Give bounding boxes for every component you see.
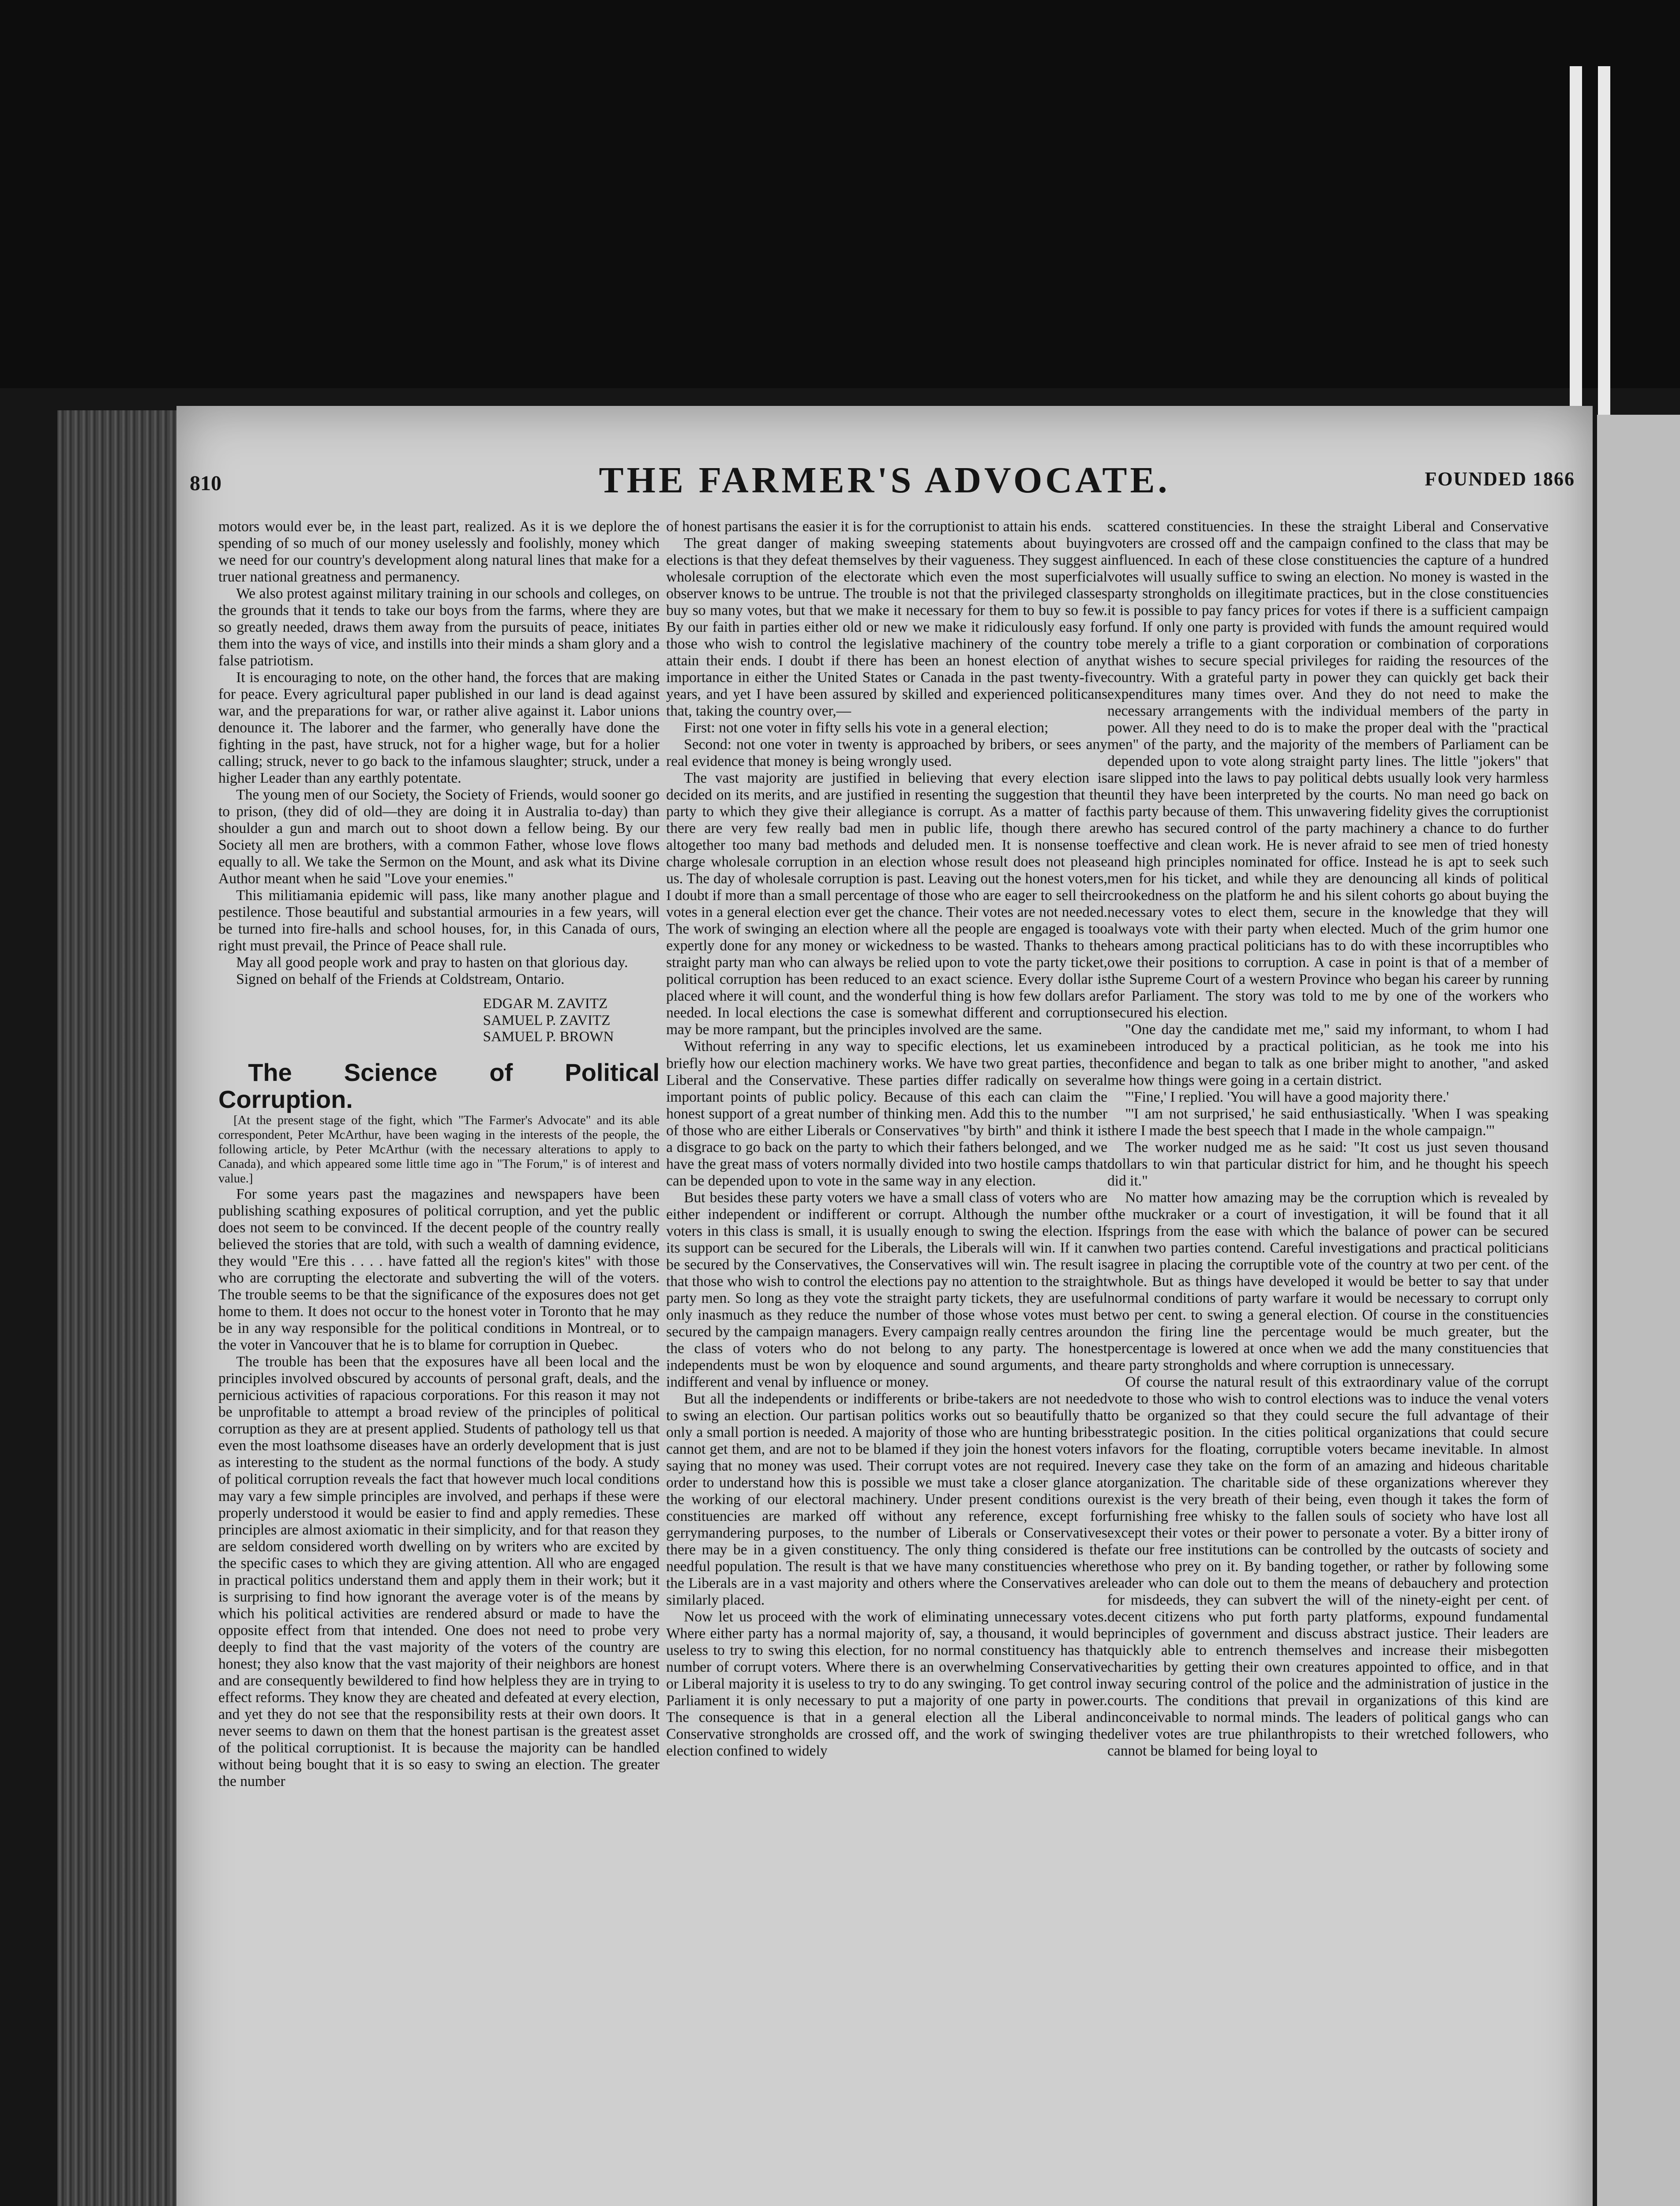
paragraph: It is encouraging to note, on the other hand, the forces that are making for peace. Every agricultural paper published in our land is dead against war, and the preparations for war, or rather alive against it. Labor unions denounce it. The laborer and the farmer, who generally have done the fighting in the past, have struck, not for a higher wage, but for a holier calling; struck, never to go back to the infamous slaughter; struck, under a higher Leader than any earthly potentate. [218,669,660,787]
paragraph: motors would ever be, in the least part, realized. As it is we deplore the spending of so much of our money uselessly and foolishly, money which we need for our country's development along natural lines that make for a truer national greatness and permanency. [218,518,660,585]
paragraph: But besides these party voters we have a small class of voters who are either independent or indifferent or corrupt. Although the number of voters in this class is small, it is usually enough to swing the election. If its support can be secured for the Liberals, the Liberals will win. If it can be secured by the Conservatives, the Conservatives will win. The result is that those who wish to control the elections pay no attention to the straight party men. So long as they vote the straight party tickets, they are useful only inasmuch as they reduce the number of those whose votes must be secured by the campaign managers. Every campaign really centres around the class of voters who do not belong to any party. The honest independents must be won by eloquence and sound arguments, and the indifferent and venal by influence or money. [666,1189,1107,1390]
paragraph: Now let us proceed with the work of eliminating unnecessary votes. Where either party has a normal majority of, say, a thousand, it would be useless to try to swing this election, for no normal constituency has that number of corrupt voters. Where there is an overwhelming Conservative or Liberal majority it is useless to try to do any swinging. To get control in Parliament it is only necessary to put a majority of one party in power. The consequence is that in a general election all the Liberal and Conservative strongholds are crossed off, and the work of swinging the election confined to widely [666,1609,1107,1760]
masthead: THE FARMER'S ADVOCATE. [599,460,1170,501]
paragraph: The worker nudged me as he said: "It cost us just seven thousand dollars to win that particular district for him, and he thought his speech did it." [1107,1139,1549,1189]
editor-note: [At the present stage of the fight, which "The Farmer's Advocate" and its able correspondent, Peter McArthur, have been waging in the interests of the people, the following article, by Peter McArthur (with the necessary alterations to apply to Canada), and which appeared some little time ago in "The Forum," is of interest and value.] [218,1113,660,1186]
adjacent-page-edge [1597,415,1680,2206]
paragraph: Signed on behalf of the Friends at Coldstream, Ontario. [236,971,565,988]
column-2 [666,518,1107,2206]
paragraph: "One day the candidate met me," said my informant, to whom I had been introduced by a practical politician, as he took me into his confidence and began to talk as one briber might to another, "and asked me how things were going in a certain district. [1107,1021,1549,1088]
paragraph: Without referring in any way to specific elections, let us examine briefly how our election machinery works. We have two great parties, the Liberal and the Conservative. These parties differ radically on several important points of public policy. Because of this each can claim the honest support of a great number of thinking men. Add this to the number of those who are either Liberals or Conservatives "by birth" and think it is a disgrace to go back on the party to which their fathers belonged, and we have the great mass of voters normally divided into two hostile camps that can be depended upon to vote in the same way in any election. [666,1038,1107,1189]
signature-name: SAMUEL P. BROWN [483,1029,614,1045]
paragraph: But all the independents or indifferents or bribe-takers are not needed to swing an election. Our partisan politics works out so beautifully that only a small portion is needed. A majority of those who are hunting bribes cannot get them, and are not to be blamed if they join the honest voters in saying that no money was used. Their corrupt votes are not required. In order to understand how this is possible we must take a closer glance at the working of our electoral machinery. Under present conditions our constituencies are marked off without any reference, except for gerrymandering purposes, to the number of Liberals or Conservatives there may be in a given constituency. The only thing considered is the needful population. The result is that we have many constituencies where the Liberals are in a vast majority and others where the Conservatives are similarly placed. [666,1390,1107,1608]
paragraph: We also protest against military training in our schools and colleges, on the grounds that it tends to take our boys from the farms, where they are so greatly needed, draws them away from the pursuits of peace, initiates them into the ways of vice, and instills into their minds a sham glory and a false patriotism. [218,585,660,669]
article-title: The Science of Political Corruption. [218,1058,660,1114]
paragraph: This militiamania epidemic will pass, like many another plague and pestilence. Those beautiful and substantial armouries in a few years, will be turned into fire-halls and school houses, for, in this Canada of ours, right must prevail, the Prince of Peace shall rule. [218,887,660,954]
paragraph: of honest partisans the easier it is for the corruptionist to attain his ends. [666,518,1091,535]
paragraph: The trouble has been that the exposures have all been local and the principles involved obscured by accounts of personal graft, deals, and the pernicious activities of rapacious corporations. For this reason it may not be unprofitable to attempt a broad review of the principles of political corruption as they are at present applied. Students of pathology tell us that even the most loathsome diseases have an orderly development that is just as interesting to the student as the normal functions of the body. A study of political corruption reveals the fact that however much local conditions may vary a few simple principles are involved, and perhaps if these were properly understood it would be easier to find and apply remedies. These principles are almost axiomatic in their simplicity, and for that reason they are seldom considered worth dwelling on by writers who are excited by the specific cases to which they are giving attention. All who are engaged in practical politics understand them and apply them in their work; but it is surprising to find how ignorant the average voter is of the means by which his political activities are rendered absurd or made to have the opposite effect from that intended. One does not need to probe very deeply to find that the vast majority of the voters of the country are honest; they also know that the vast majority of their neighbors are honest and are consequently bewildered to find how helpless they are in trying to effect reforms. They know they are cheated and defeated at every election, and yet they do not see that the responsibility rests at their own doors. It never seems to dawn on them that the honest partisan is the greatest asset of the political corruptionist. It is because the majority can be handled without being bought that it is so easy to swing an election. The greater the number [218,1354,660,1790]
page-number: 810 [190,472,221,495]
paragraph: No matter how amazing may be the corruption which is revealed by the muckraker or a court of investigation, it will be found that it all springs from the ease with which the balance of power can be secured when two parties contend. Careful investigations and practical politicians agree in placing the corruptible vote of the country at two per cent. of the whole. But as things have developed it would be better to say that under normal conditions of party warfare it would be necessary to corrupt only two per cent. to swing a general election. Of course in the constituencies on the firing line the percentage would be much greater, but the percentage is lowered at once when we add the many constituencies that are party strongholds and where corruption is unnecessary. [1107,1189,1549,1373]
paragraph: The vast majority are justified in believing that every election is decided on its merits, and are justified in resenting the suggestion that the party to which they give their allegiance is corrupt. As a matter of fact there are very few really bad men in public life, though there are altogether too many bad methods and deluded men. It is nonsense to charge wholesale corruption in an election whose result does not please us. The day of wholesale corruption is past. Leaving out the honest voters, I doubt if more than a small percentage of those who are eager to sell their votes in a general election ever get the chance. Their votes are not needed. The work of swinging an election where all the people are engaged is too expertly done for any money or wickedness to be wasted. Thanks to the straight party man who can always be relied upon to vote the party ticket, political corruption has been reduced to an exact science. Every dollar is placed where it will count, and the wonderful thing is how few dollars are needed. In local elections the case is somewhat different and corruption may be more rampant, but the principles involved are the same. [666,770,1107,1038]
paragraph: "'Fine,' I replied. 'You will have a good majority there.' [1125,1088,1449,1105]
paragraph: The young men of our Society, the Society of Friends, would sooner go to prison, (they did of old—they are doing it in Australia to-day) than shoulder a gun and march out to shoot down a fellow being. By our Society all men are brothers, with a common Father, whose love flows equally to all. We take the Sermon on the Mount, and ask what its Divine Author meant when he said "Love your enemies." [218,787,660,887]
signature-name: SAMUEL P. ZAVITZ [483,1012,611,1028]
book-page-edges [57,410,185,2206]
column-1 [218,518,660,2206]
paragraph: May all good people work and pray to hasten on that glorious day. [236,954,628,971]
paragraph: First: not one voter in fifty sells his vote in a general election; [684,720,1049,736]
paragraph: For some years past the magazines and newspapers have been publishing scathing exposures of political corruption, and yet the public does not seem to be convinced. If the decent people of the country really believed the stories that are told, with such a wealth of damning evidence, they would "Ere this . . . . have fatted all the region's kites" with those who are corrupting the electorate and subverting the will of the voters. The trouble seems to be that the significance of the exposures does not get home to them. It does not occur to the honest voter in Toronto that he may be in any way responsible for the political conditions in Montreal, or to the voter in Vancouver that he is to blame for corruption in Quebec. [218,1186,660,1354]
paragraph: Second: not one voter in twenty is approached by bribers, or sees any real evidence that money is being wrongly used. [666,736,1107,770]
paragraph: The great danger of making sweeping statements about buying elections is that they defeat themselves by their vagueness. They suggest a wholesale corruption of the electorate which even the most superficial observer knows to be untrue. The trouble is not that the privileged classes buy so many votes, but that we make it necessary for them to buy so few. By our faith in parties either old or new we make it ridiculously easy for those who wish to control the legislative machinery of the country to attain their ends. I doubt if there has been an honest election of any importance in either the United States or Canada in the past twenty-five years, and yet I have been assured by skilled and experienced politicans that, taking the country over,— [666,535,1107,720]
paragraph: "'I am not surprised,' he said enthusiastically. 'When I was speaking there I made the best speech that I made in the whole campaign.'" [1107,1105,1549,1139]
page-header [176,406,1593,501]
paragraph: scattered constituencies. In these the straight Liberal and Conservative voters are crossed off and the campaign confined to the class that may be influenced. In each of these close constituencies the capture of a hundred votes will usually suffice to swing an election. No money is wasted in the party strongholds on illegitimate practices, but in the close constituencies it is possible to pay fancy prices for votes if there is a sufficient campaign fund. If only one party is provided with funds the amount required would be merely a trifle to a giant corporation or combination of corporations that wishes to secure special privileges for raiding the resources of the country. With a grateful party in power they can quickly get back their expenditures many times over. And they do not need to make the necessary arrangements with the individual members of the party in power. All they need to do is to make the proper deal with the "practical men" of the party, and the majority of the members of Parliament can be depended upon to vote along straight party lines. The little "jokers" that are slipped into the laws to pay political debts usually look very harmless until they have been interpreted by the courts. No man need go back on his party because of them. This unwavering fidelity gives the corruptionist who has secured control of the party machinery a chance to do further effective and clean work. He is never afraid to see men of tried honesty and high principles nominated for office. Instead he is apt to seek such men for his ticket, and while they are denouncing all kinds of political crookedness on the platform he and his silent cohorts go about buying the necessary votes to elect them, secure in the knowledge that they will always vote with their party when elected. Much of the grim humor one hears among practical politicians has to do with these incorruptibles who owe their positions to corruption. A case in point is that of a member of the Supreme Court of a western Province who began his career by running for Parliament. The story was told to me by one of the workers who secured his election. [1107,518,1549,1021]
signatures [218,996,660,1045]
film-border-top [0,0,1680,388]
column-3 [1107,518,1549,2206]
paragraph: Of course the natural result of this extraordinary value of the corrupt vote to those who wish to control elections was to induce the venal voters to be organized so that they could secure the full advantage of their strategic position. In the cities political organizations that could secure favors for the floating, corruptible voters became inevitable. In almost every case they take on the form of an amazing and hideous charitable organization. The charitable side of these organizations wherever they exist is the very breath of their being, even though it takes the form of furnishing free whisky to the fallen souls of society who have lost all except their votes or their power to personate a voter. By a bitter irony of fate our free institutions can be controlled by the outcasts of society and those who prey on it. By banding together, or rather by following some leader who can dole out to them the means of debauchery and protection for misdeeds, they can subvert the will of the ninety-eight per cent. of decent citizens who put forth party platforms, expound fundamental principles of government and discuss abstract justice. Their leaders are quickly able to entrench themselves and increase their misbegotten charities by getting their own creatures appointed to office, and in that way securing control of the police and the administration of justice in the courts. The conditions that prevail in organizations of this kind are inconceivable to normal minds. The leaders of political gangs who can deliver votes are true philanthropists to their wretched followers, who cannot be blamed for being loyal to [1107,1373,1549,1760]
founded-line: FOUNDED 1866 [1425,468,1575,490]
newspaper-page [176,406,1593,2206]
signature-name: EDGAR M. ZAVITZ [483,996,608,1012]
